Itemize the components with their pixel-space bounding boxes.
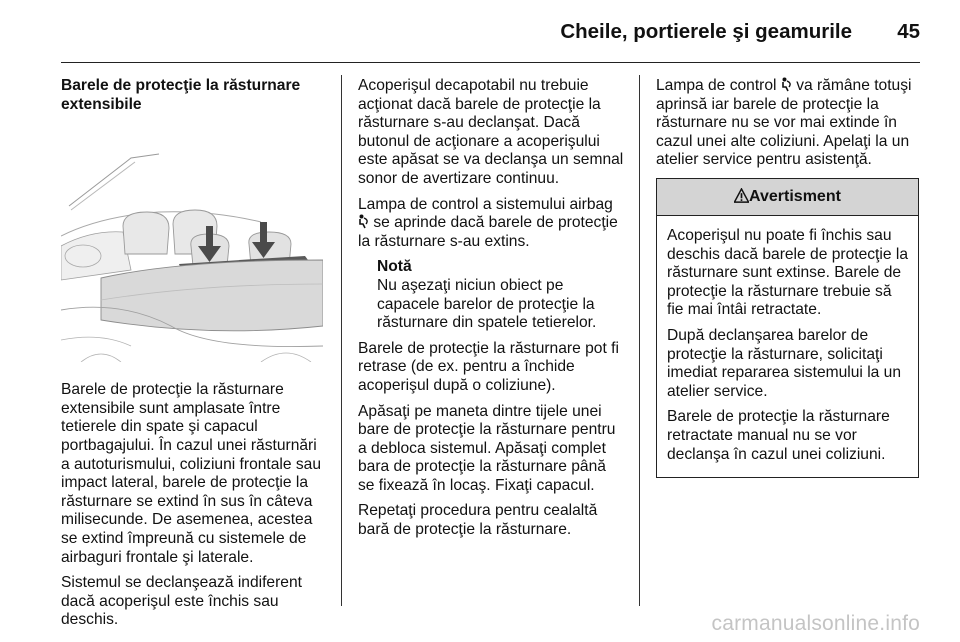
airbag-warning-icon	[781, 77, 792, 92]
warning-paragraph: Barele de protecţie la răsturnare retractate manual nu se vor declanşa în cazul unei coliziuni.	[667, 408, 890, 463]
text-span: Lampa de control	[656, 77, 777, 94]
text-span: va rămâne totuşi aprinsă iar barele de protecţie la răsturnare nu se vor mai extinde în cazul unei alte coliziuni. Apelaţi la un atelier service pentru asistenţă.	[656, 77, 912, 169]
paragraph: Sistemul se declanşează indiferent dacă acoperişul este închis sau deschis.	[61, 574, 302, 629]
paragraph: Barele de protecţie la răsturnare pot fi retrase (de ex. pentru a închide acoperişul după o coliziune).	[358, 339, 619, 394]
column-2	[358, 77, 624, 547]
column-divider	[639, 75, 640, 606]
column-3	[656, 77, 921, 478]
page-title: Cheile, portierele şi geamurile	[560, 20, 852, 43]
note-title: Notă	[377, 258, 412, 276]
paragraph-airbag-lamp	[358, 196, 624, 252]
convertible-roll-bar-illustration	[61, 150, 323, 362]
note-block	[377, 258, 624, 332]
paragraph: Repetaţi procedura pentru cealaltă bară de protecţie la răsturnare.	[358, 502, 598, 539]
column-divider	[341, 75, 342, 606]
column-1	[61, 77, 323, 637]
warning-box	[656, 178, 919, 478]
page-number: 45	[897, 20, 920, 43]
warning-body	[657, 216, 918, 477]
warning-paragraph: După declanşarea barelor de protecţie la răsturnare, solicitaţi imediat repararea sistemului la un atelier service.	[667, 326, 902, 400]
paragraph: Apăsaţi pe maneta dintre tijele unei bare de protecţie la răsturnare pentru a debloca sistemul. Apăsaţi complet bara de protecţie la răsturnare până se fixează în locaş. Fixaţi capacul.	[358, 402, 616, 494]
paragraph: Acoperişul decapotabil nu trebuie acţionat dacă barele de protecţie la răsturnare s-au declanşat. Dacă butonul de acţionare a acoperişului este apăsat se va declanşa un semnal sonor de avertizare continuu.	[358, 77, 624, 187]
section-heading: Barele de protecţie la răsturnare extensibile	[61, 77, 301, 113]
airbag-warning-icon	[358, 214, 369, 229]
note-text: Nu aşezaţi niciun obiect pe capacele barelor de protecţie la răsturnare din spatele tetierelor.	[377, 276, 597, 332]
warning-paragraph: Acoperişul nu poate fi închis sau deschis dacă barele de protecţie la răsturnare sunt extinse. Barele de protecţie la răsturnare trebuie să fie mai întâi retractate.	[667, 226, 908, 319]
paragraph-control-lamp	[656, 77, 921, 170]
header-divider	[61, 62, 920, 63]
watermark: carmanualsonline.info	[711, 612, 920, 635]
text-span: Lampa de control a sistemului airbag	[358, 195, 613, 213]
paragraph: Barele de protecţie la răsturnare extensibile sunt amplasate între tetierele din spate şi capacul portbagajului. În cazul unei răsturnări a autoturismului, coliziuni frontale sau impact lateral, barele de protecţie la răsturnare se extind în sus în câteva milisecunde. De asemenea, acestea se extind împreună cu sistemele de airbaguri frontale şi laterale.	[61, 381, 322, 566]
page-header	[0, 0, 960, 62]
text-span: se aprinde dacă barele de protecţie la răsturnare s-au extins.	[358, 214, 618, 250]
warning-title: Avertisment	[749, 187, 841, 205]
warning-header	[657, 179, 918, 216]
warning-triangle-icon	[734, 188, 749, 203]
